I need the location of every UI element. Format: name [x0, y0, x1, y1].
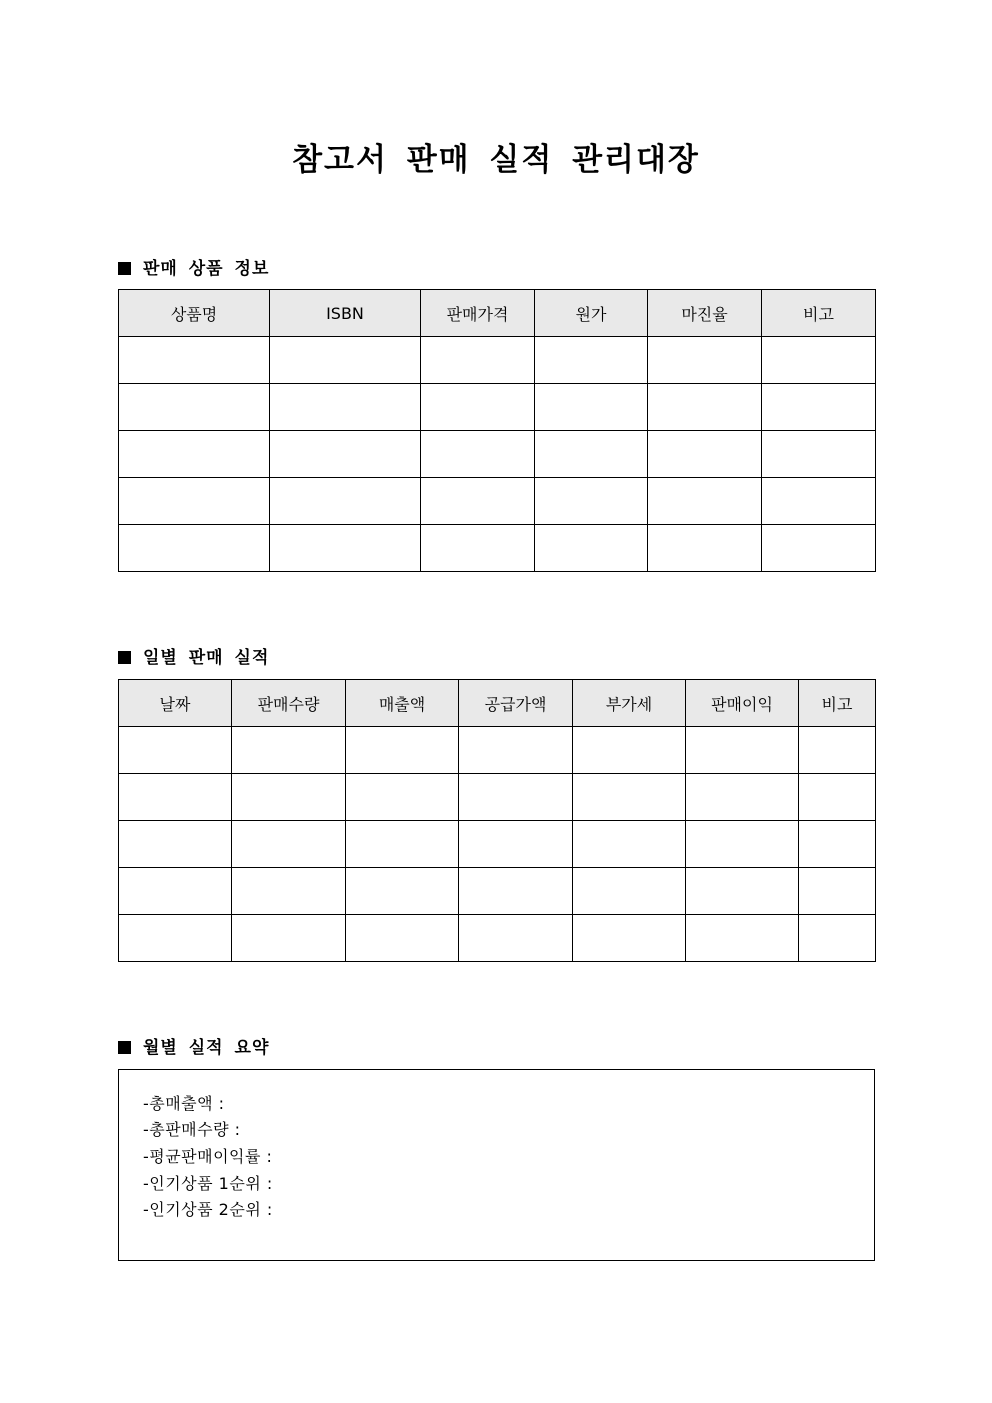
square-bullet-icon — [118, 262, 131, 275]
table-cell[interactable] — [762, 478, 876, 525]
column-header-note: 비고 — [762, 290, 876, 337]
monthly-summary-box — [118, 1069, 875, 1261]
table-cell[interactable] — [535, 384, 648, 431]
table-cell[interactable] — [648, 525, 762, 572]
table-cell[interactable] — [459, 868, 573, 915]
table-cell[interactable] — [346, 915, 459, 962]
table-cell[interactable] — [421, 478, 535, 525]
table-row — [119, 727, 876, 774]
table-cell[interactable] — [799, 727, 876, 774]
table-cell[interactable] — [119, 525, 270, 572]
table-cell[interactable] — [573, 727, 686, 774]
table-cell[interactable] — [119, 774, 232, 821]
table-cell[interactable] — [573, 774, 686, 821]
table-row — [119, 525, 876, 572]
table-cell[interactable] — [648, 337, 762, 384]
table-cell[interactable] — [119, 337, 270, 384]
table-cell[interactable] — [799, 821, 876, 868]
column-header-note: 비고 — [799, 680, 876, 727]
table-cell[interactable] — [799, 915, 876, 962]
square-bullet-icon — [118, 651, 131, 664]
table-cell[interactable] — [648, 384, 762, 431]
table-cell[interactable] — [686, 727, 799, 774]
table-cell[interactable] — [119, 478, 270, 525]
table-cell[interactable] — [270, 431, 421, 478]
table-cell[interactable] — [346, 774, 459, 821]
daily-section-heading — [118, 643, 269, 668]
column-header-isbn: ISBN — [270, 290, 421, 337]
table-cell[interactable] — [686, 915, 799, 962]
table-row — [119, 774, 876, 821]
summary-total-quantity: -총판매수량 : — [143, 1120, 241, 1139]
table-cell[interactable] — [459, 727, 573, 774]
table-cell[interactable] — [648, 431, 762, 478]
page-title: 참고서 판매 실적 관리대장 — [292, 142, 700, 178]
table-cell[interactable] — [232, 868, 346, 915]
column-header-vat: 부가세 — [573, 680, 686, 727]
table-row — [119, 915, 876, 962]
table-cell[interactable] — [119, 727, 232, 774]
table-cell[interactable] — [270, 525, 421, 572]
column-header-margin-rate: 마진율 — [648, 290, 762, 337]
table-cell[interactable] — [421, 337, 535, 384]
daily-sales-table — [118, 679, 876, 962]
table-cell[interactable] — [762, 337, 876, 384]
table-cell[interactable] — [232, 774, 346, 821]
table-cell[interactable] — [346, 727, 459, 774]
table-row — [119, 431, 876, 478]
table-cell[interactable] — [119, 431, 270, 478]
table-cell[interactable] — [573, 915, 686, 962]
table-cell[interactable] — [270, 384, 421, 431]
monthly-section-heading-label: 월별 실적 요약 — [143, 1038, 270, 1058]
summary-average-profit-rate: -평균판매이익률 : — [143, 1147, 273, 1166]
table-cell[interactable] — [421, 384, 535, 431]
table-cell[interactable] — [535, 337, 648, 384]
column-header-date: 날짜 — [119, 680, 232, 727]
summary-top-product-1: -인기상품 1순위 : — [143, 1174, 273, 1193]
table-row — [119, 821, 876, 868]
column-header-supply-value: 공급가액 — [459, 680, 573, 727]
table-cell[interactable] — [686, 868, 799, 915]
summary-top-product-2: -인기상품 2순위 : — [143, 1200, 273, 1219]
table-cell[interactable] — [346, 868, 459, 915]
column-header-sale-price: 판매가격 — [421, 290, 535, 337]
table-cell[interactable] — [119, 915, 232, 962]
table-cell[interactable] — [573, 868, 686, 915]
table-cell[interactable] — [270, 478, 421, 525]
table-cell[interactable] — [459, 774, 573, 821]
table-cell[interactable] — [686, 821, 799, 868]
table-cell[interactable] — [421, 431, 535, 478]
product-header-row — [119, 290, 876, 337]
table-cell[interactable] — [232, 727, 346, 774]
product-info-table — [118, 289, 876, 572]
column-header-quantity: 판매수량 — [232, 680, 346, 727]
table-cell[interactable] — [535, 478, 648, 525]
table-row — [119, 868, 876, 915]
square-bullet-icon — [118, 1041, 131, 1054]
table-cell[interactable] — [762, 384, 876, 431]
column-header-profit: 판매이익 — [686, 680, 799, 727]
table-cell[interactable] — [686, 774, 799, 821]
table-cell[interactable] — [119, 821, 232, 868]
table-row — [119, 337, 876, 384]
table-cell[interactable] — [573, 821, 686, 868]
daily-header-row — [119, 680, 876, 727]
table-cell[interactable] — [346, 821, 459, 868]
daily-section-heading-label: 일별 판매 실적 — [143, 648, 270, 668]
table-cell[interactable] — [648, 478, 762, 525]
table-cell[interactable] — [762, 431, 876, 478]
product-section-heading-label: 판매 상품 정보 — [143, 259, 270, 279]
product-section-heading — [118, 254, 269, 279]
table-cell[interactable] — [119, 384, 270, 431]
table-cell[interactable] — [232, 915, 346, 962]
table-cell[interactable] — [459, 915, 573, 962]
table-cell[interactable] — [421, 525, 535, 572]
table-cell[interactable] — [459, 821, 573, 868]
column-header-revenue: 매출액 — [346, 680, 459, 727]
table-cell[interactable] — [232, 821, 346, 868]
table-cell[interactable] — [799, 868, 876, 915]
table-cell[interactable] — [119, 868, 232, 915]
table-cell[interactable] — [762, 525, 876, 572]
table-row — [119, 478, 876, 525]
column-header-product-name: 상품명 — [119, 290, 270, 337]
column-header-cost: 원가 — [535, 290, 648, 337]
summary-total-revenue: -총매출액 : — [143, 1094, 225, 1113]
table-cell[interactable] — [535, 525, 648, 572]
table-cell[interactable] — [535, 431, 648, 478]
monthly-section-heading — [118, 1033, 269, 1058]
table-row — [119, 384, 876, 431]
table-cell[interactable] — [270, 337, 421, 384]
table-cell[interactable] — [799, 774, 876, 821]
